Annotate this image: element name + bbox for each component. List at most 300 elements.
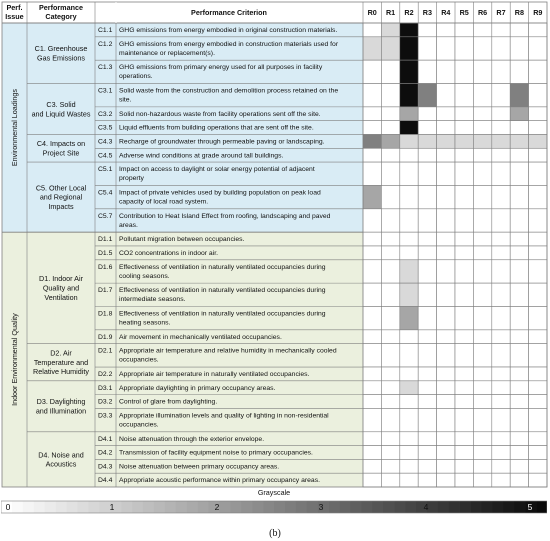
rating-cell-r9 [529, 209, 547, 232]
rating-cell-r1 [381, 381, 399, 395]
rating-cell-r7 [492, 246, 510, 260]
criterion-code: D1.7 [98, 287, 113, 295]
rating-cell-r3 [418, 395, 436, 409]
rating-cell-r9 [529, 37, 547, 60]
rating-cell-r4 [437, 260, 455, 283]
rating-cell-r8 [510, 446, 528, 460]
rating-cell-r0 [363, 432, 381, 446]
grayscale-swatch [77, 501, 88, 513]
grayscale-swatch [165, 501, 176, 513]
grayscale-swatch [394, 501, 405, 513]
rating-cell-r3 [418, 260, 436, 283]
category-label: C3. Solid [46, 99, 76, 109]
rating-cell-r1 [381, 367, 399, 381]
grayscale-swatch [219, 501, 230, 513]
grayscale-legend [1, 487, 547, 525]
rating-cell-r6 [473, 283, 491, 306]
grayscale-swatch [427, 501, 438, 513]
rating-cell-r2 [400, 432, 418, 446]
rating-cell-r2 [400, 330, 418, 344]
grayscale-tick: 5 [527, 502, 533, 512]
rating-cell-r1 [381, 344, 399, 367]
grayscale-swatch [471, 501, 482, 513]
rating-cell-r8 [510, 459, 528, 473]
rating-cell-r6 [473, 330, 491, 344]
rating-cell-r3 [418, 60, 436, 83]
rating-cell-r7 [492, 37, 510, 60]
table-header [5, 3, 542, 21]
header-rating-r3: R3 [422, 8, 433, 17]
rating-cell-r0 [363, 60, 381, 83]
criterion-text: site. [119, 96, 132, 104]
rating-cell-r1 [381, 232, 399, 246]
rating-cell-r2 [400, 395, 418, 409]
category-label: D1. Indoor Air [39, 274, 83, 284]
rating-cell-r0 [363, 84, 381, 107]
criterion-code: D1.5 [98, 249, 113, 257]
grayscale-swatch [329, 501, 340, 513]
criterion-code: D1.1 [98, 236, 113, 244]
header-rating-r4: R4 [441, 8, 451, 17]
criterion-text: Adverse wind conditions at grade around tall buildings. [119, 152, 284, 160]
grayscale-swatch [503, 501, 514, 513]
rating-cell-r4 [437, 84, 455, 107]
rating-cell-r3 [418, 121, 436, 135]
grayscale-swatch [307, 501, 318, 513]
rating-cell-r9 [529, 473, 547, 487]
grayscale-swatch [460, 501, 471, 513]
rating-cell-r8 [510, 162, 528, 185]
rating-cell-r3 [418, 185, 436, 208]
rating-cell-r2 [400, 84, 418, 107]
rating-cell-r5 [455, 344, 473, 367]
rating-cell-r3 [418, 432, 436, 446]
criterion-text: capacity of local road system. [119, 198, 209, 206]
rating-cell-r3 [418, 367, 436, 381]
criterion-text: Appropriate air temperature in naturally ventilated occupancies. [119, 371, 310, 379]
rating-cell-r0 [363, 283, 381, 306]
rating-cell-r5 [455, 367, 473, 381]
criterion-code: D2.2 [98, 371, 113, 379]
rating-cell-r7 [492, 185, 510, 208]
criterion-code: C4.5 [98, 152, 113, 160]
rating-cell-r0 [363, 246, 381, 260]
rating-cell-r2 [400, 381, 418, 395]
rating-cell-r1 [381, 121, 399, 135]
grayscale-title: Grayscale [257, 488, 291, 497]
rating-cell-r5 [455, 209, 473, 232]
rating-cell-r1 [381, 459, 399, 473]
header-rating-r8: R8 [514, 8, 525, 17]
category-label: Relative Humidity [33, 367, 89, 377]
rating-cell-r4 [437, 209, 455, 232]
grayscale-swatch [405, 501, 416, 513]
rating-cell-r9 [529, 306, 547, 329]
grayscale-tick: 2 [214, 502, 220, 512]
grayscale-swatch [252, 501, 263, 513]
rating-cell-r4 [437, 408, 455, 431]
criterion-text: property [119, 175, 144, 183]
rating-cell-r0 [363, 162, 381, 185]
criterion-text: Appropriate daylighting in primary occupancy areas. [119, 384, 276, 392]
grayscale-swatch [154, 501, 165, 513]
header-rating-r6: R6 [477, 8, 488, 17]
rating-cell-r9 [529, 134, 547, 148]
criterion-text: occupancies. [119, 356, 159, 364]
rating-cell-r3 [418, 37, 436, 60]
rating-cell-r6 [473, 432, 491, 446]
rating-cell-r8 [510, 432, 528, 446]
criterion-code: D3.1 [98, 384, 113, 392]
rating-cell-r0 [363, 260, 381, 283]
category-label: and Liquid Wastes [31, 109, 91, 119]
category-label: D4. Noise and [38, 450, 84, 460]
rating-cell-r1 [381, 446, 399, 460]
header-rating-r1: R1 [385, 8, 396, 17]
rating-cell-r6 [473, 306, 491, 329]
rating-cell-r3 [418, 232, 436, 246]
rating-cell-r7 [492, 306, 510, 329]
rating-cell-r8 [510, 232, 528, 246]
issue-label: Indoor Environmental Quality [10, 313, 19, 406]
criterion-text: Impact of private vehicles used by building population on peak load [119, 189, 321, 197]
criterion-code: D3.3 [98, 412, 113, 420]
grayscale-swatch [383, 501, 394, 513]
rating-cell-r8 [510, 408, 528, 431]
grayscale-swatch [372, 501, 383, 513]
criterion-code: C5.1 [98, 166, 113, 174]
rating-cell-r6 [473, 162, 491, 185]
figure-caption: (b) [269, 528, 281, 539]
rating-cell-r7 [492, 260, 510, 283]
rating-cell-r1 [381, 473, 399, 487]
rating-cell-r8 [510, 283, 528, 306]
rating-cell-r0 [363, 459, 381, 473]
category-label: C4. Impacts on [36, 139, 86, 149]
criterion-text: GHG emissions from energy embodied in original construction materials. [119, 27, 338, 34]
grayscale-swatch [176, 501, 187, 513]
rating-cell-r4 [437, 381, 455, 395]
rating-cell-r4 [437, 395, 455, 409]
rating-cell-r2 [400, 232, 418, 246]
rating-cell-r7 [492, 446, 510, 460]
rating-cell-r3 [418, 446, 436, 460]
grayscale-swatch [241, 501, 252, 513]
criterion-text: GHG emissions from energy embodied in construction materials used for [119, 40, 339, 48]
rating-cell-r0 [363, 446, 381, 460]
rating-cell-r4 [437, 432, 455, 446]
issue-label: Environmental Loadings [10, 89, 19, 167]
rating-cell-r1 [381, 148, 399, 162]
rating-cell-r4 [437, 162, 455, 185]
rating-cell-r4 [437, 185, 455, 208]
criterion-text: occupancies. [119, 421, 159, 429]
rating-cell-r6 [473, 209, 491, 232]
rating-cell-r5 [455, 107, 473, 121]
rating-cell-r3 [418, 459, 436, 473]
rating-cell-r5 [455, 162, 473, 185]
rating-cell-r7 [492, 23, 510, 37]
rating-cell-r7 [492, 84, 510, 107]
rating-cell-r7 [492, 209, 510, 232]
rating-cell-r4 [437, 283, 455, 306]
grayscale-tick: 3 [318, 502, 324, 512]
rating-cell-r9 [529, 185, 547, 208]
rating-cell-r0 [363, 121, 381, 135]
rating-cell-r8 [510, 37, 528, 60]
rating-cell-r9 [529, 260, 547, 283]
rating-cell-r4 [437, 60, 455, 83]
criterion-text: Air movement in mechanically ventilated occupancies. [119, 333, 282, 341]
grayscale-swatch [449, 501, 460, 513]
criterion-text: Recharge of groundwater through permeable paving or landscaping. [119, 138, 325, 146]
rating-cell-r6 [473, 134, 491, 148]
rating-cell-r4 [437, 121, 455, 135]
rating-cell-r5 [455, 408, 473, 431]
header-issue-label: Perf. [6, 3, 23, 12]
criterion-text: intermediate seasons. [119, 296, 186, 304]
grayscale-swatch [481, 501, 492, 513]
rating-cell-r9 [529, 283, 547, 306]
grayscale-swatch [285, 501, 296, 513]
rating-cell-r3 [418, 107, 436, 121]
grayscale-swatch [67, 501, 78, 513]
header-category-label: Performance [39, 3, 83, 12]
rating-cell-r5 [455, 232, 473, 246]
criterion-code: D2.1 [98, 347, 113, 355]
rating-cell-r3 [418, 162, 436, 185]
rating-cell-r0 [363, 185, 381, 208]
rating-cell-r4 [437, 134, 455, 148]
rating-cell-r9 [529, 246, 547, 260]
rating-cell-r6 [473, 37, 491, 60]
rating-cell-r3 [418, 84, 436, 107]
rating-cell-r6 [473, 395, 491, 409]
rating-cell-r2 [400, 459, 418, 473]
grayscale-swatch [121, 501, 132, 513]
rating-cell-r9 [529, 232, 547, 246]
rating-cell-r6 [473, 246, 491, 260]
grayscale-swatch [350, 501, 361, 513]
header-criterion-label: Performance Criterion [191, 8, 267, 17]
rating-cell-r2 [400, 23, 418, 37]
rating-cell-r2 [400, 148, 418, 162]
rating-cell-r2 [400, 306, 418, 329]
category-label: C5. Other Local [35, 183, 87, 193]
rating-cell-r1 [381, 306, 399, 329]
rating-cell-r4 [437, 232, 455, 246]
rating-cell-r1 [381, 209, 399, 232]
rating-cell-r2 [400, 283, 418, 306]
criterion-text: Effectiveness of ventilation in naturally ventilated occupancies during [119, 287, 326, 295]
rating-cell-r5 [455, 246, 473, 260]
rating-cell-r2 [400, 134, 418, 148]
rating-cell-r0 [363, 23, 381, 37]
criterion-code: D3.2 [98, 398, 113, 406]
rating-cell-r2 [400, 344, 418, 367]
grayscale-swatch [536, 501, 547, 513]
rating-cell-r4 [437, 473, 455, 487]
header-category-label: Category [45, 12, 77, 21]
rating-cell-r3 [418, 381, 436, 395]
criterion-text: Solid non-hazardous waste from facility operations sent off the site. [119, 110, 321, 118]
rating-cell-r6 [473, 23, 491, 37]
criterion-text: Noise attenuation between primary occupancy areas. [119, 463, 280, 471]
rating-cell-r4 [437, 246, 455, 260]
criterion-code: C3.5 [98, 124, 113, 132]
grayscale-swatch [143, 501, 154, 513]
category-label: Ventilation [44, 292, 78, 302]
rating-cell-r0 [363, 367, 381, 381]
criterion-text: operations. [119, 73, 153, 81]
rating-cell-r1 [381, 134, 399, 148]
rating-cell-r7 [492, 283, 510, 306]
rating-cell-r6 [473, 260, 491, 283]
rating-cell-r5 [455, 446, 473, 460]
rating-cell-r4 [437, 107, 455, 121]
rating-cell-r5 [455, 121, 473, 135]
category-label: Acoustics [45, 459, 77, 469]
criterion-text: Control of glare from daylighting. [119, 398, 218, 406]
criterion-code: D4.2 [98, 449, 113, 457]
rating-cell-r7 [492, 232, 510, 246]
rating-cell-r4 [437, 306, 455, 329]
rating-cell-r5 [455, 381, 473, 395]
grayscale-swatch [263, 501, 274, 513]
category-label: and Illumination [35, 406, 87, 416]
grayscale-swatch [230, 501, 241, 513]
rating-cell-r0 [363, 306, 381, 329]
rating-cell-r5 [455, 60, 473, 83]
rating-cell-r8 [510, 344, 528, 367]
rating-cell-r3 [418, 473, 436, 487]
rating-cell-r5 [455, 84, 473, 107]
rating-cell-r9 [529, 344, 547, 367]
criterion-text: Contribution to Heat Island Effect from roofing, landscaping and paved [119, 212, 331, 220]
rating-cell-r5 [455, 185, 473, 208]
rating-cell-r5 [455, 148, 473, 162]
rating-cell-r3 [418, 134, 436, 148]
category-label: C1. Greenhouse [34, 44, 88, 54]
rating-cell-r1 [381, 107, 399, 121]
rating-cell-r3 [418, 306, 436, 329]
grayscale-swatch [132, 501, 143, 513]
grayscale-swatch [12, 501, 23, 513]
criterion-text: Appropriate illumination levels and quality of lighting in non-residential [119, 412, 329, 420]
grayscale-swatch [514, 501, 525, 513]
rating-cell-r7 [492, 381, 510, 395]
grayscale-swatch [187, 501, 198, 513]
rating-cell-r8 [510, 84, 528, 107]
rating-cell-r9 [529, 446, 547, 460]
rating-cell-r9 [529, 60, 547, 83]
rating-cell-r2 [400, 185, 418, 208]
criterion-text: Appropriate acoustic performance within primary occupancy areas. [119, 477, 320, 485]
criterion-code: C4.3 [98, 138, 113, 146]
rating-cell-r9 [529, 432, 547, 446]
rating-cell-r8 [510, 209, 528, 232]
rating-cell-r0 [363, 395, 381, 409]
criterion-code: C3.2 [98, 110, 113, 118]
rating-cell-r7 [492, 330, 510, 344]
rating-cell-r5 [455, 432, 473, 446]
header-issue-label: Issue [5, 12, 24, 21]
rating-cell-r8 [510, 107, 528, 121]
rating-cell-r1 [381, 37, 399, 60]
rating-cell-r4 [437, 344, 455, 367]
rating-cell-r0 [363, 37, 381, 60]
rating-cell-r3 [418, 330, 436, 344]
grayscale-swatch [45, 501, 56, 513]
rating-cell-r9 [529, 408, 547, 431]
category-label: Quality and [42, 283, 80, 293]
rating-cell-r5 [455, 306, 473, 329]
rating-cell-r0 [363, 232, 381, 246]
rating-cell-r2 [400, 446, 418, 460]
criterion-text: Transmission of facility equipment noise to primary occupancies. [119, 449, 313, 457]
rating-cell-r9 [529, 162, 547, 185]
category-label: D3. Daylighting [36, 397, 86, 407]
rating-cell-r7 [492, 134, 510, 148]
rating-cell-r9 [529, 459, 547, 473]
rating-cell-r5 [455, 473, 473, 487]
rating-cell-r4 [437, 37, 455, 60]
rating-cell-r3 [418, 246, 436, 260]
rating-cell-r2 [400, 37, 418, 60]
criterion-text: maintenance or replacement(s). [119, 49, 215, 57]
criterion-text: Impact on access to daylight or solar energy potential of adjacent [119, 166, 315, 174]
rating-cell-r7 [492, 60, 510, 83]
grayscale-swatch [361, 501, 372, 513]
criterion-text: CO2 concentrations in indoor air. [119, 249, 218, 257]
rating-cell-r9 [529, 330, 547, 344]
grayscale-swatch [198, 501, 209, 513]
rating-cell-r6 [473, 84, 491, 107]
rating-cell-r9 [529, 121, 547, 135]
rating-cell-r9 [529, 148, 547, 162]
rating-cell-r1 [381, 162, 399, 185]
rating-cell-r5 [455, 330, 473, 344]
rating-cell-r7 [492, 367, 510, 381]
rating-cell-r6 [473, 473, 491, 487]
criterion-text: Pollutant migration between occupancies. [119, 236, 245, 244]
criterion-code: D4.1 [98, 435, 113, 443]
rating-cell-r1 [381, 84, 399, 107]
header-rating-r7: R7 [496, 8, 506, 17]
rating-cell-r7 [492, 408, 510, 431]
rating-cell-r7 [492, 162, 510, 185]
rating-cell-r1 [381, 185, 399, 208]
grayscale-tick: 1 [109, 502, 115, 512]
rating-cell-r0 [363, 473, 381, 487]
rating-cell-r1 [381, 246, 399, 260]
rating-cell-r0 [363, 381, 381, 395]
rating-cell-r7 [492, 395, 510, 409]
grayscale-swatch [340, 501, 351, 513]
rating-cell-r7 [492, 344, 510, 367]
rating-cell-r8 [510, 148, 528, 162]
criterion-code: C5.4 [98, 189, 113, 197]
criterion-text: Effectiveness of ventilation in naturally ventilated occupancies during [119, 263, 326, 271]
rating-cell-r4 [437, 148, 455, 162]
grayscale-swatch [88, 501, 99, 513]
rating-cell-r5 [455, 37, 473, 60]
category-label: Project Site [42, 148, 80, 158]
grayscale-tick: 0 [5, 502, 11, 512]
category-label: and Regional [39, 192, 83, 202]
rating-cell-r3 [418, 408, 436, 431]
grayscale-swatch [23, 501, 34, 513]
